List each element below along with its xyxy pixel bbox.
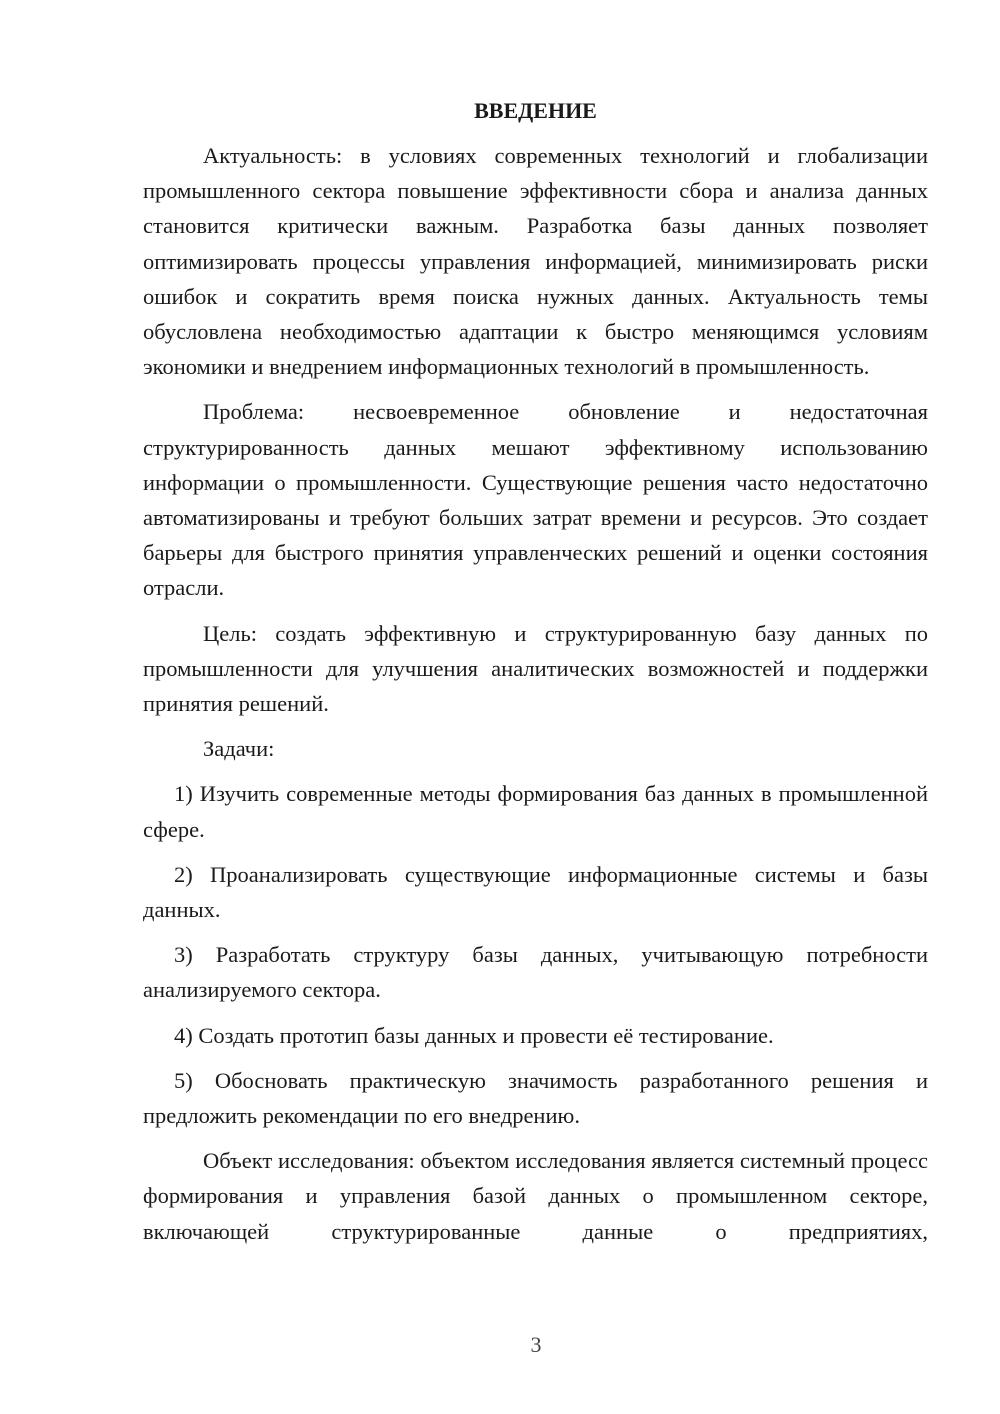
- paragraph-goal: Цель: создать эффективную и структурированную базу данных по промышленности для улучшения аналитических возможностей и поддержки принятия решений.: [143, 620, 928, 717]
- paragraph-tasks-heading: Задачи:: [203, 736, 275, 762]
- section-title: ВВЕДЕНИЕ: [474, 98, 597, 123]
- paragraph-object: Объект исследования: объектом исследования является системный процесс формирования и управления базой данных о промышленном секторе, включающей структурированные данные о предприятиях,: [143, 1148, 928, 1244]
- task-item-3: 3) Разработать структуру базы данных, учитывающую потребности анализируемого сектора.: [143, 942, 928, 1003]
- paragraph-relevance: Актуальность: в условиях современных технологий и глобализации промышленного сектора повышение эффективности сбора и анализа данных становится критически важным. Разработка базы данных позволяет оптимизировать процессы управления информацией, минимизировать риски ошибок и сократить время поиска нужных данных. Актуальность темы обусловлена необходимостью адаптации к быстро меняющимся условиям экономики и внедрением информационных технологий в промышленность.: [143, 143, 928, 380]
- paragraph-problem: Проблема: несвоевременное обновление и недостаточная структурированность данных мешают эффективному использованию информации о промышленности. Существующие решения часто недостаточно автоматизированы и требуют больших затрат времени и ресурсов. Это создает барьеры для быстрого принятия управленческих решений и оценки состояния отрасли.: [143, 399, 928, 601]
- task-item-1: 1) Изучить современные методы формирования баз данных в промышленной сфере.: [143, 781, 928, 842]
- task-item-4: 4) Создать прототип базы данных и провести её тестирование.: [174, 1022, 774, 1048]
- document-page: [143, 93, 928, 1259]
- task-item-2: 2) Проанализировать существующие информационные системы и базы данных.: [143, 861, 928, 923]
- page-number: 3: [530, 1332, 542, 1357]
- task-item-5: 5) Обосновать практическую значимость разработанного решения и предложить рекомендации по его внедрению.: [143, 1067, 928, 1129]
